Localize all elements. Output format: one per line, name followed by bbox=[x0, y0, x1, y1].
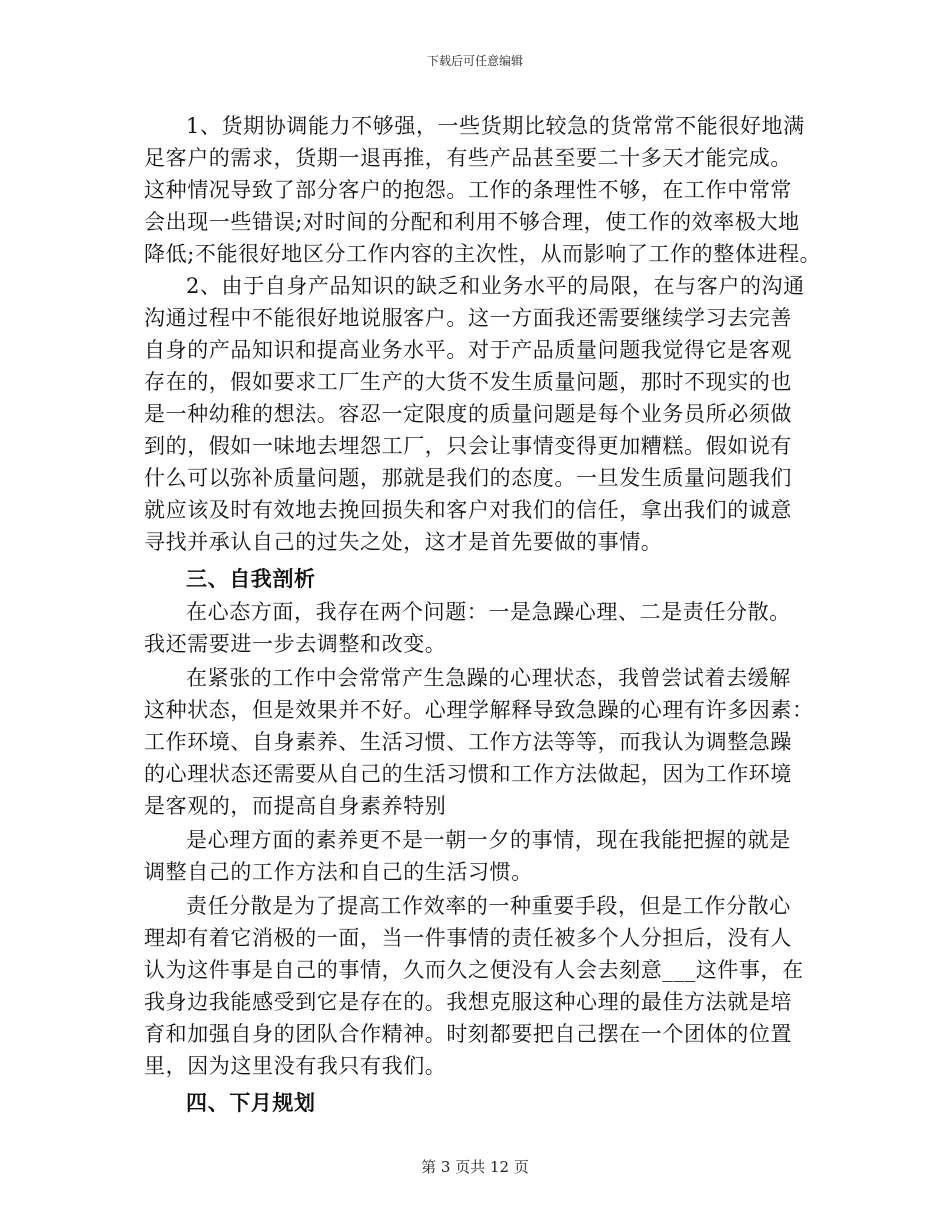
paragraph-line: 认为这件事是自己的事情，久而久之便没有人会去刻意___这件事，在 bbox=[144, 958, 804, 982]
paragraph-line: 工作环境、自身素养、生活习惯、工作方法等等，而我认为调整急躁 bbox=[144, 730, 792, 754]
paragraph-line: 会出现一些错误;对时间的分配和利用不够合理，使工作的效率极大地 bbox=[144, 210, 800, 234]
paragraph-line: 1、货期协调能力不够强，一些货期比较急的货常常不能很好地满 bbox=[186, 114, 805, 138]
paragraph-line: 理却有着它消极的一面，当一件事情的责任被多个人分担后，没有人 bbox=[144, 926, 792, 950]
page-number-footer: 第 3 页共 12 页 bbox=[421, 1158, 529, 1176]
paragraph-line: 我身边我能感受到它是存在的。我想克服这种心理的最佳方法就是培 bbox=[144, 990, 792, 1014]
paragraph-line: 沟通过程中不能很好地说服客户。这一方面我还需要继续学习去完善 bbox=[144, 306, 792, 330]
paragraph-line: 什么可以弥补质量问题，那就是我们的态度。一旦发生质量问题我们 bbox=[144, 466, 792, 490]
paragraph-line: 自身的产品知识和提高业务水平。对于产品质量问题我觉得它是客观 bbox=[144, 338, 792, 362]
section-heading: 三、自我剖析 bbox=[186, 566, 316, 591]
paragraph-line: 到的，假如一味地去埋怨工厂，只会让事情变得更加糟糕。假如说有 bbox=[144, 434, 792, 458]
paragraph-line: 是心理方面的素养更不是一朝一夕的事情，现在我能把握的就是 bbox=[186, 828, 791, 852]
paragraph-line: 是客观的，而提高自身素养特别 bbox=[144, 794, 447, 818]
page-header: 下载后可任意编辑 bbox=[426, 54, 523, 68]
paragraph-line: 在紧张的工作中会常常产生急躁的心理状态，我曾尝试着去缓解 bbox=[186, 666, 791, 690]
paragraph-line: 里，因为这里没有我只有我们。 bbox=[144, 1054, 447, 1078]
paragraph-line: 的心理状态还需要从自己的生活习惯和工作方法做起，因为工作环境 bbox=[144, 762, 792, 786]
paragraph-line: 这种情况导致了部分客户的抱怨。工作的条理性不够，在工作中常常 bbox=[144, 178, 792, 202]
paragraph-line: 育和加强自身的团队合作精神。时刻都要把自己摆在一个团体的位置 bbox=[144, 1022, 792, 1046]
paragraph-line: 降低;不能很好地区分工作内容的主次性，从而影响了工作的整体进程。 bbox=[144, 242, 822, 266]
paragraph-line: 寻找并承认自己的过失之处，这才是首先要做的事情。 bbox=[144, 530, 663, 554]
paragraph-line: 责任分散是为了提高工作效率的一种重要手段，但是工作分散心 bbox=[186, 894, 791, 918]
paragraph-line: 在心态方面，我存在两个问题：一是急躁心理、二是责任分散。 bbox=[186, 600, 791, 624]
section-heading: 四、下月规划 bbox=[186, 1090, 316, 1115]
paragraph-line: 我还需要进一步去调整和改变。 bbox=[144, 632, 447, 656]
paragraph-line: 调整自己的工作方法和自己的生活习惯。 bbox=[144, 860, 533, 884]
paragraph-line: 就应该及时有效地去挽回损失和客户对我们的信任，拿出我们的诚意 bbox=[144, 498, 792, 522]
paragraph-line: 这种状态，但是效果并不好。心理学解释导致急躁的心理有许多因素： bbox=[144, 698, 814, 722]
paragraph-line: 是一种幼稚的想法。容忍一定限度的质量问题是每个业务员所必须做 bbox=[144, 402, 792, 426]
paragraph-line: 2、由于自身产品知识的缺乏和业务水平的局限，在与客户的沟通 bbox=[186, 274, 805, 298]
paragraph-line: 足客户的需求，货期一退再推，有些产品甚至要二十多天才能完成。 bbox=[144, 146, 792, 170]
paragraph-line: 存在的，假如要求工厂生产的大货不发生质量问题，那时不现实的也 bbox=[144, 370, 792, 394]
